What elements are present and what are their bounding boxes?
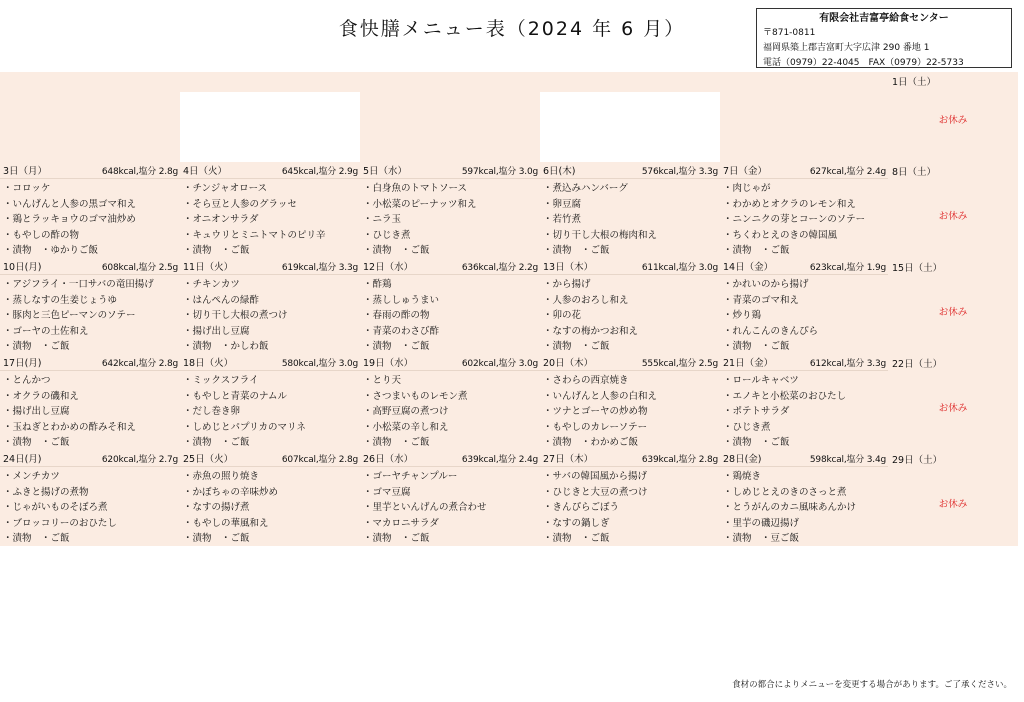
menu-item: ・ さわらの西京焼き [543, 373, 720, 389]
menu-item: ・ 漬物 ・かしわ飯 [183, 339, 360, 354]
calendar-top-strip [0, 72, 888, 92]
menu-item: ・ 漬物 ・ご飯 [363, 339, 540, 354]
day-cell [180, 450, 360, 546]
day-cell [540, 450, 720, 546]
menu-item: ・ ゴーヤチャンプルー [363, 469, 540, 485]
day-date: 3日（月） [3, 166, 48, 177]
day-cell [180, 354, 360, 450]
menu-item: ・ 人参のおろし和え [543, 293, 720, 309]
menu-item: ・ はんぺんの緑酢 [183, 293, 360, 309]
menu-item: ・ ちくわとえのきの韓国風 [723, 228, 888, 244]
saturday-date: 29日（土） [892, 455, 943, 466]
menu-item: ・ 若竹煮 [543, 212, 720, 228]
menu-item: ・ から揚げ [543, 277, 720, 293]
menu-list [360, 371, 540, 450]
menu-item: ・ かれいのから揚げ [723, 277, 888, 293]
day-header [540, 258, 720, 275]
empty-cell [720, 92, 888, 162]
saturday-cell [888, 258, 1018, 354]
menu-list [540, 275, 720, 354]
menu-item: ・ キュウリとミニトマトのピリ辛 [183, 228, 360, 244]
day-cell [180, 162, 360, 258]
menu-item: ・ 漬物 ・ご飯 [183, 243, 360, 258]
company-postal: 〒871-0811 [763, 28, 816, 38]
menu-item: ・ 豚肉と三色ピーマンのソテー [3, 308, 180, 324]
menu-list [180, 179, 360, 258]
day-header [720, 450, 888, 467]
day-date: 7日（金） [723, 166, 768, 177]
day-date: 11日（火） [183, 262, 234, 273]
menu-item: ・ もやしの華風和え [183, 516, 360, 532]
day-cell [0, 162, 180, 258]
menu-item: ・ 鶏とラッキョウのゴマ油炒め [3, 212, 180, 228]
day-cell [0, 354, 180, 450]
menu-item: ・ 卯の花 [543, 308, 720, 324]
day-nutrition: 576kcal,塩分 3.3g [641, 166, 718, 177]
saturday-cell [888, 450, 1018, 546]
day-date: 26日（水） [363, 454, 414, 465]
day-nutrition: 598kcal,塩分 3.4g [809, 454, 886, 465]
menu-item: ・ とり天 [363, 373, 540, 389]
day-cell [180, 258, 360, 354]
menu-list [540, 179, 720, 258]
day-nutrition: 627kcal,塩分 2.4g [809, 166, 886, 177]
menu-item: ・ きんぴらごぼう [543, 500, 720, 516]
menu-item: ・ 赤魚の照り焼き [183, 469, 360, 485]
menu-item: ・ 揚げ出し豆腐 [3, 404, 180, 420]
menu-item: ・ 肉じゃが [723, 181, 888, 197]
menu-item: ・ 漬物 ・ご飯 [183, 435, 360, 450]
menu-list [720, 275, 888, 354]
menu-list [360, 275, 540, 354]
menu-item: ・ 蒸ししゅうまい [363, 293, 540, 309]
menu-list [360, 467, 540, 546]
menu-item: ・ 漬物 ・ご飯 [543, 531, 720, 546]
menu-item: ・ いんげんと人参の黒ゴマ和え [3, 197, 180, 213]
menu-item: ・ 漬物 ・ご飯 [723, 339, 888, 354]
day-date: 28日(金) [723, 454, 762, 465]
menu-item: ・ エノキと小松菜のおひたし [723, 389, 888, 405]
menu-list [0, 467, 180, 546]
day-date: 18日（火） [183, 358, 234, 369]
menu-item: ・ メンチカツ [3, 469, 180, 485]
menu-item: ・ れんこんのきんぴら [723, 324, 888, 340]
menu-item: ・ ツナとゴーヤの炒め物 [543, 404, 720, 420]
menu-item: ・ 揚げ出し豆腐 [183, 324, 360, 340]
day-header [180, 354, 360, 371]
saturday-date: 8日（土） [892, 167, 937, 178]
day-header [360, 354, 540, 371]
day-cell [720, 258, 888, 354]
menu-list [540, 467, 720, 546]
day-cell [720, 162, 888, 258]
menu-item: ・ ニラ玉 [363, 212, 540, 228]
company-phone: 電話（0979）22-4045 FAX（0979）22-5733 [763, 58, 964, 68]
menu-item: ・ なすの梅かつお和え [543, 324, 720, 340]
day-date: 17日(月) [3, 358, 42, 369]
holiday-label: お休み [938, 307, 968, 318]
day-nutrition: 645kcal,塩分 2.9g [281, 166, 358, 177]
menu-item: ・ もやしの酢の物 [3, 228, 180, 244]
day-cell [540, 258, 720, 354]
saturday-date: 15日（土） [892, 263, 943, 274]
menu-list [540, 371, 720, 450]
day-date: 12日（水） [363, 262, 414, 273]
holiday-label: お休み [938, 115, 968, 126]
menu-item: ・ いんげんと人参の白和え [543, 389, 720, 405]
menu-list [180, 467, 360, 546]
day-nutrition: 597kcal,塩分 3.0g [461, 166, 538, 177]
menu-list [180, 371, 360, 450]
menu-item: ・ 漬物 ・ご飯 [543, 243, 720, 258]
menu-item: ・ 漬物 ・ご飯 [723, 435, 888, 450]
menu-item: ・ 切り干し大根の煮つけ [183, 308, 360, 324]
holiday-label: お休み [938, 211, 968, 222]
day-nutrition: 580kcal,塩分 3.0g [281, 358, 358, 369]
day-nutrition: 636kcal,塩分 2.2g [461, 262, 538, 273]
day-date: 20日（木） [543, 358, 594, 369]
menu-item: ・ 漬物 ・ゆかりご飯 [3, 243, 180, 258]
menu-item: ・ ブロッコリーのおひたし [3, 516, 180, 532]
menu-list [0, 371, 180, 450]
day-header [0, 162, 180, 179]
menu-calendar [0, 72, 1018, 546]
day-nutrition: 639kcal,塩分 2.4g [461, 454, 538, 465]
menu-item: ・ ミックスフライ [183, 373, 360, 389]
menu-item: ・ ひじき煮 [363, 228, 540, 244]
menu-change-notice: 食材の都合によりメニューを変更する場合があります。ご了承ください。 [732, 680, 1012, 690]
company-name: 有限会社吉富亭給食センター [819, 13, 949, 24]
day-header [180, 450, 360, 467]
day-header [180, 258, 360, 275]
day-cell [360, 354, 540, 450]
menu-item: ・ ひじきと大豆の煮つけ [543, 485, 720, 501]
day-header [540, 450, 720, 467]
menu-list [720, 371, 888, 450]
menu-list [720, 467, 888, 546]
menu-item: ・ 切り干し大根の梅肉和え [543, 228, 720, 244]
menu-item: ・ 煮込みハンバーグ [543, 181, 720, 197]
menu-item: ・ もやしと青菜のナムル [183, 389, 360, 405]
day-header [360, 162, 540, 179]
menu-item: ・ 炒り鶏 [723, 308, 888, 324]
holiday-label: お休み [938, 403, 968, 414]
menu-item: ・ 漬物 ・ご飯 [363, 531, 540, 546]
menu-item: ・ オクラの磯和え [3, 389, 180, 405]
menu-item: ・ 里芋の磯辺揚げ [723, 516, 888, 532]
empty-cell [180, 92, 360, 162]
empty-cell [540, 92, 720, 162]
menu-list [180, 275, 360, 354]
menu-item: ・ しめじとえのきのさっと煮 [723, 485, 888, 501]
menu-item: ・ ニンニクの芽とコーンのソテー [723, 212, 888, 228]
day-nutrition: 602kcal,塩分 3.0g [461, 358, 538, 369]
menu-item: ・ とんかつ [3, 373, 180, 389]
day-nutrition: 620kcal,塩分 2.7g [101, 454, 178, 465]
day-nutrition: 648kcal,塩分 2.8g [101, 166, 178, 177]
holiday-label: お休み [938, 499, 968, 510]
menu-item: ・ 漬物 ・ご飯 [3, 435, 180, 450]
menu-item: ・ わかめとオクラのレモン和え [723, 197, 888, 213]
company-address: 福岡県築上郡吉富町大字広津 290 番地 1 [763, 43, 930, 53]
day-cell [720, 450, 888, 546]
menu-item: ・ なすの揚げ煮 [183, 500, 360, 516]
menu-item: ・ かぼちゃの辛味炒め [183, 485, 360, 501]
menu-item: ・ 蒸しなすの生姜じょうゆ [3, 293, 180, 309]
saturday-cell [888, 354, 1018, 450]
saturday-cell-1 [888, 72, 1018, 162]
empty-cell [360, 92, 540, 162]
company-info-box [756, 8, 1012, 68]
day-cell [0, 450, 180, 546]
menu-item: ・ ポテトサラダ [723, 404, 888, 420]
day-nutrition: 642kcal,塩分 2.8g [101, 358, 178, 369]
menu-item: ・ 青菜のゴマ和え [723, 293, 888, 309]
menu-item: ・ 高野豆腐の煮つけ [363, 404, 540, 420]
menu-item: ・ 漬物 ・ご飯 [183, 531, 360, 546]
day-nutrition: 608kcal,塩分 2.5g [101, 262, 178, 273]
saturday-date: 22日（土） [892, 359, 943, 370]
day-cell [360, 258, 540, 354]
day-cell [720, 354, 888, 450]
menu-item: ・ さつまいものレモン煮 [363, 389, 540, 405]
menu-item: ・ じゃがいものそぼろ煮 [3, 500, 180, 516]
menu-item: ・ 白身魚のトマトソース [363, 181, 540, 197]
menu-item: ・ ふきと揚げの煮物 [3, 485, 180, 501]
page-title: 食快膳メニュー表（2024 年 6 月） [338, 18, 686, 40]
day-nutrition: 619kcal,塩分 3.3g [281, 262, 358, 273]
menu-item: ・ とうがんのカニ風味あんかけ [723, 500, 888, 516]
menu-item: ・ オニオンサラダ [183, 212, 360, 228]
menu-item: ・ 漬物 ・ご飯 [723, 243, 888, 258]
menu-item: ・ 漬物 ・ご飯 [3, 339, 180, 354]
menu-item: ・ もやしのカレーソテー [543, 420, 720, 436]
day-header [0, 450, 180, 467]
menu-item: ・ 玉ねぎとわかめの酢みそ和え [3, 420, 180, 436]
day-cell [540, 162, 720, 258]
menu-item: ・ ひじき煮 [723, 420, 888, 436]
menu-item: ・ 小松菜の辛し和え [363, 420, 540, 436]
menu-item: ・ 青菜のわさび酢 [363, 324, 540, 340]
day-date: 13日（木） [543, 262, 594, 273]
day-date: 4日（火） [183, 166, 228, 177]
day-nutrition: 611kcal,塩分 3.0g [641, 262, 718, 273]
menu-item: ・ サバの韓国風から揚げ [543, 469, 720, 485]
day-nutrition: 555kcal,塩分 2.5g [641, 358, 718, 369]
day-header [540, 162, 720, 179]
day-header [0, 258, 180, 275]
menu-item: ・ ゴーヤの土佐和え [3, 324, 180, 340]
day-header [360, 258, 540, 275]
menu-list [0, 179, 180, 258]
saturday-date: 1日（土） [892, 77, 937, 88]
day-date: 19日（水） [363, 358, 414, 369]
menu-item: ・ 漬物 ・ご飯 [3, 531, 180, 546]
menu-item: ・ 漬物 ・ご飯 [363, 435, 540, 450]
day-header [720, 162, 888, 179]
menu-list [0, 275, 180, 354]
menu-item: ・ マカロニサラダ [363, 516, 540, 532]
day-header [720, 258, 888, 275]
menu-item: ・ ゴマ豆腐 [363, 485, 540, 501]
day-date: 21日（金） [723, 358, 774, 369]
day-date: 14日（金） [723, 262, 774, 273]
saturday-cell [888, 162, 1018, 258]
day-nutrition: 623kcal,塩分 1.9g [809, 262, 886, 273]
menu-item: ・ そら豆と人参のグラッセ [183, 197, 360, 213]
menu-list [360, 179, 540, 258]
day-header [0, 354, 180, 371]
menu-item: ・ だし巻き卵 [183, 404, 360, 420]
empty-cell [0, 92, 180, 162]
day-header [720, 354, 888, 371]
menu-item: ・ 卵豆腐 [543, 197, 720, 213]
day-header [180, 162, 360, 179]
day-cell [360, 162, 540, 258]
day-date: 10日(月) [3, 262, 42, 273]
day-cell [0, 258, 180, 354]
menu-item: ・ なすの鍋しぎ [543, 516, 720, 532]
menu-item: ・ 漬物 ・ご飯 [543, 339, 720, 354]
day-date: 27日（木） [543, 454, 594, 465]
day-nutrition: 612kcal,塩分 3.3g [809, 358, 886, 369]
menu-item: ・ チンジャオロース [183, 181, 360, 197]
day-date: 25日（火） [183, 454, 234, 465]
menu-item: ・ しめじとパプリカのマリネ [183, 420, 360, 436]
day-cell [360, 450, 540, 546]
menu-item: ・ ロールキャベツ [723, 373, 888, 389]
menu-item: ・ チキンカツ [183, 277, 360, 293]
day-date: 5日（水） [363, 166, 408, 177]
day-date: 6日(木) [543, 166, 576, 177]
menu-item: ・ 酢鶏 [363, 277, 540, 293]
menu-item: ・ アジフライ・一口サバの竜田揚げ [3, 277, 180, 293]
menu-item: ・ 小松菜のピーナッツ和え [363, 197, 540, 213]
menu-item: ・ 春雨の酢の物 [363, 308, 540, 324]
menu-item: ・ 鶏焼き [723, 469, 888, 485]
day-date: 24日(月) [3, 454, 42, 465]
menu-item: ・ 漬物 ・わかめご飯 [543, 435, 720, 450]
day-header [540, 354, 720, 371]
day-header [360, 450, 540, 467]
menu-item: ・ 里芋といんげんの煮合わせ [363, 500, 540, 516]
menu-item: ・ 漬物 ・ご飯 [363, 243, 540, 258]
day-nutrition: 639kcal,塩分 2.8g [641, 454, 718, 465]
day-nutrition: 607kcal,塩分 2.8g [281, 454, 358, 465]
day-cell [540, 354, 720, 450]
menu-list [720, 179, 888, 258]
menu-item: ・ 漬物 ・豆ご飯 [723, 531, 888, 546]
menu-item: ・ コロッケ [3, 181, 180, 197]
